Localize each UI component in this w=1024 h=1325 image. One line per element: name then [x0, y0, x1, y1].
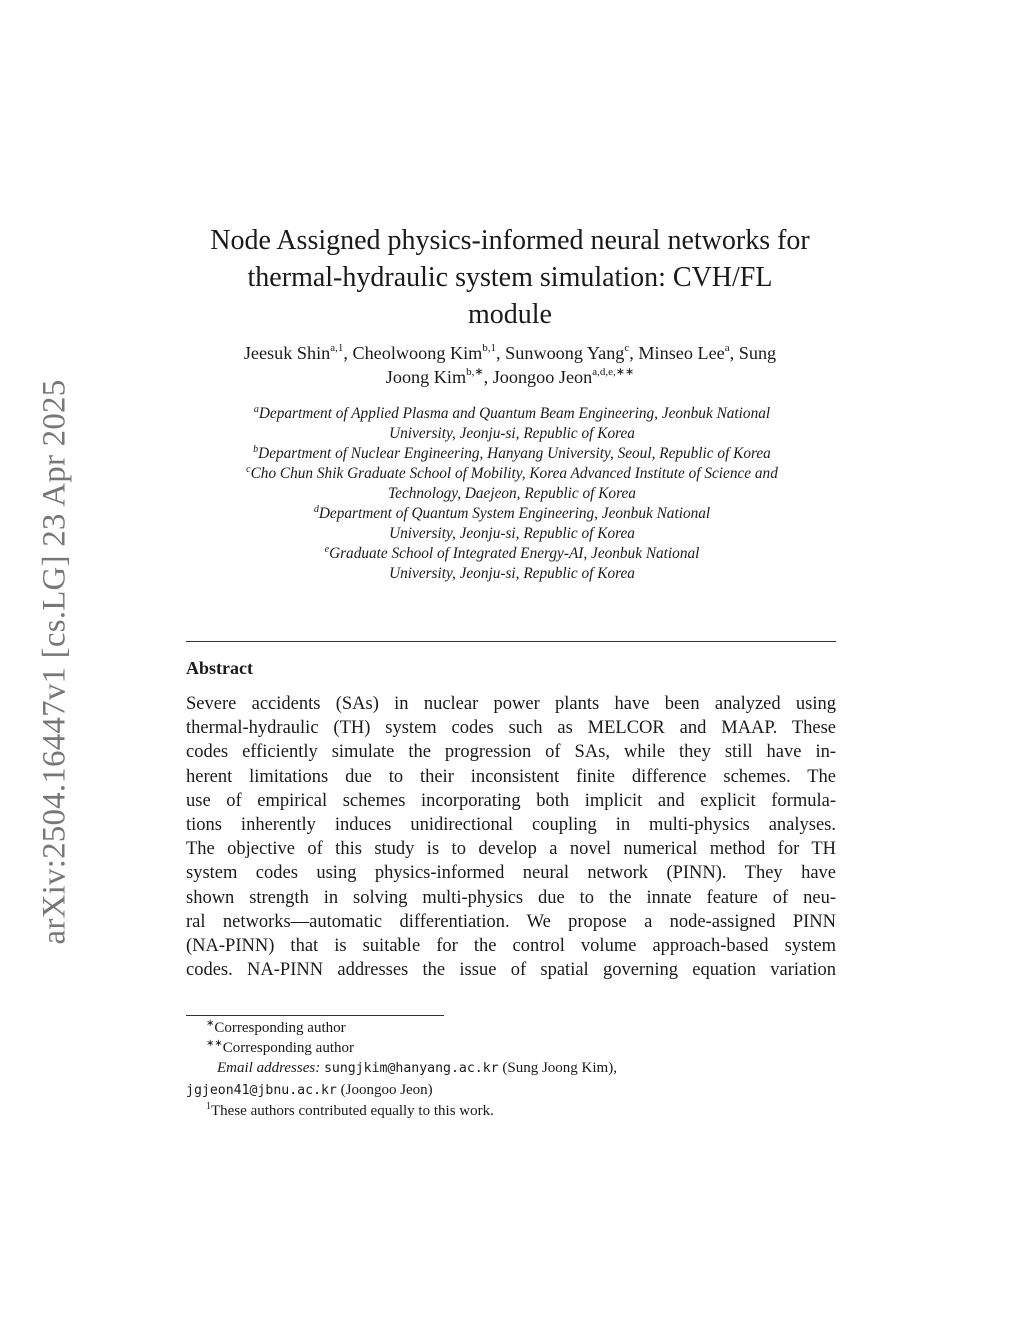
- abstract-line: Severe accidents (SAs) in nuclear power plants have been analyzed using: [186, 694, 836, 714]
- affiliation-text: Technology, Daejeon, Republic of Korea: [388, 485, 636, 502]
- footnote-email-line-2: [186, 1080, 836, 1101]
- abstract-heading: Abstract: [186, 658, 253, 678]
- author-affiliation-mark: c: [624, 341, 630, 354]
- abstract-line: ral networks—automatic differentiation. We propose a node-assigned PINN: [186, 911, 836, 932]
- footnote-email-line: [186, 1058, 836, 1079]
- affiliation-b: [170, 444, 854, 464]
- affiliation-mark: e: [324, 543, 330, 555]
- affiliation-d: [170, 504, 854, 544]
- author-affiliation-mark: a,d,e,∗∗: [592, 365, 635, 378]
- affiliation-text: Department of Quantum System Engineering, Jeonbuk National: [318, 505, 711, 522]
- abstract-line: tions inherently induces unidirectional coupling in multi-physics analyses.: [186, 815, 836, 836]
- email-link-2[interactable]: jgjeon41@jbnu.ac.kr: [186, 1082, 337, 1098]
- affiliation-text: University, Jeonju-si, Republic of Korea: [389, 525, 635, 542]
- affiliation-mark: c: [246, 463, 251, 475]
- author-name-part: Joong Kim: [385, 367, 467, 387]
- affiliation-a: [170, 404, 854, 444]
- footnote-mark: ∗: [206, 1018, 215, 1029]
- email-label: Email addresses:: [217, 1060, 321, 1077]
- footnote-corresponding-2: [186, 1038, 836, 1058]
- arxiv-identifier-stamp[interactable]: arXiv:2504.16447v1 [cs.LG] 23 Apr 2025: [36, 379, 73, 945]
- author-affiliation-mark: a: [724, 341, 730, 354]
- author-name: Minseo Lee: [638, 343, 725, 363]
- abstract-top-rule: [186, 641, 836, 642]
- abstract-line: (NA-PINN) that is suitable for the control volume approach-based system: [186, 936, 836, 957]
- email-link-1[interactable]: sungjkim@hanyang.ac.kr: [323, 1061, 499, 1077]
- abstract-line: herent limitations due to their inconsistent finite difference schemes. The: [186, 766, 836, 787]
- author-name-part: Sung: [738, 343, 777, 363]
- abstract-line: The objective of this study is to develop a novel numerical method for TH: [186, 839, 836, 860]
- footnote-text: These authors contributed equally to this work.: [211, 1102, 494, 1119]
- author-name: Cheolwoong Kim: [352, 343, 483, 363]
- abstract-line: thermal-hydraulic (TH) system codes such as MELCOR and MAAP. These: [186, 718, 836, 739]
- author-name: Joongoo Jeon: [492, 367, 593, 387]
- affiliation-e: [170, 544, 854, 584]
- title-line-1: Node Assigned physics-informed neural networks for: [210, 224, 810, 256]
- author-name: Jeesuk Shin: [243, 343, 331, 363]
- footnote-text: Corresponding author: [222, 1040, 354, 1057]
- affiliation-mark: d: [313, 503, 319, 515]
- author-affiliation-mark: b,1: [482, 341, 497, 354]
- affiliation-text: Department of Applied Plasma and Quantum Beam Engineering, Jeonbuk National: [258, 405, 771, 422]
- abstract-line: use of empirical schemes incorporating both implicit and explicit formula-: [186, 790, 836, 811]
- footnote-text: Corresponding author: [214, 1020, 346, 1036]
- footnote-equal-contribution: [186, 1101, 836, 1121]
- abstract-line: system codes using physics-informed neural network (PINN). They have: [186, 863, 836, 884]
- affiliation-text: University, Jeonju-si, Republic of Korea: [389, 565, 635, 582]
- abstract-line: codes. NA-PINN addresses the issue of spatial governing equation variation: [186, 960, 836, 981]
- affiliation-c: [170, 464, 854, 504]
- footnote-corresponding-1: [186, 1018, 836, 1038]
- affiliation-list: [170, 404, 854, 584]
- title-line-2: thermal-hydraulic system simulation: CVH/FL: [247, 261, 773, 293]
- abstract-line: codes efficiently simulate the progression of SAs, while they still have in-: [186, 742, 836, 763]
- title-line-3: module: [468, 298, 552, 330]
- footnotes: [186, 1018, 836, 1121]
- affiliation-text: Graduate School of Integrated Energy-AI, Jeonbuk National: [329, 545, 700, 562]
- footnote-mark: ∗∗: [206, 1038, 223, 1050]
- affiliation-mark: a: [253, 403, 259, 415]
- author-list: Jeesuk Shin$^{a,1}$, Cheolwoong Kim$^{b,1}$, Sunwoong Yang$^c$, Minseo Lee$^a$, Sung Joong Kim$^{b,∗}$, Joongoo Jeon$^{a,d,e,∗∗}$: [243, 341, 777, 387]
- author-name: Sunwoong Yang: [505, 343, 625, 363]
- footnote-mark: 1: [206, 1100, 211, 1112]
- email-owner: (Sung Joong Kim),: [498, 1060, 617, 1077]
- affiliation-mark: b: [253, 443, 259, 455]
- footnote-rule: [186, 1015, 444, 1016]
- author-affiliation-mark: a,1: [330, 341, 344, 354]
- affiliation-text: University, Jeonju-si, Republic of Korea: [389, 425, 635, 442]
- email-owner: (Joongoo Jeon): [336, 1081, 433, 1098]
- abstract-text: [186, 692, 836, 982]
- abstract-line: shown strength in solving multi-physics due to the innate feature of neu-: [186, 887, 836, 908]
- affiliation-text: Department of Nuclear Engineering, Hanyang University, Seoul, Republic of Korea: [258, 445, 771, 462]
- author-affiliation-mark: b,∗: [466, 365, 484, 378]
- paper-title: [160, 222, 860, 333]
- affiliation-text: Cho Chun Shik Graduate School of Mobility, Korea Advanced Institute of Science and: [250, 465, 778, 482]
